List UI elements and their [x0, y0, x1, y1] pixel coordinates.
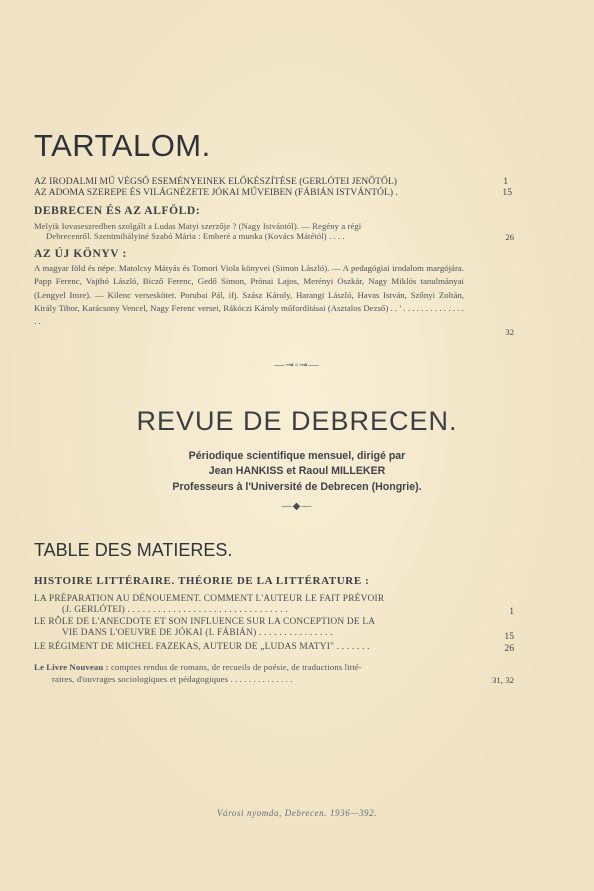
toc-entry-line: VIE DANS L'OEUVRE DE JÓKAI (I. FÁBIÁN) . . . . . . . . . . . . . . .	[62, 628, 333, 638]
section-heading: HISTOIRE LITTÉRAIRE. THÉORIE DE LA LITTÉRATURE :	[34, 575, 370, 587]
table-title: TABLE DES MATIERES.	[34, 540, 233, 560]
journal-subtitle: Périodique scientifique mensuel, dirigé par	[188, 450, 406, 462]
toc-entry-page: 32	[505, 327, 514, 337]
section-heading: DEBRECEN ÉS AZ ALFÖLD:	[34, 205, 201, 217]
toc-entry-line: LE RÔLE DE L'ANECDOTE ET SON INFLUENCE SUR LA CONCEPTION DE LA	[34, 617, 376, 627]
section-text-line: Melyik Iovaseszredben szolgált a Ludas Matyi szerzője ? (Nagy Istvántól). — Regény a régi	[34, 221, 362, 231]
toc-entry-page: 26	[504, 643, 514, 654]
livre-text: comptes rendus de romans, de recueils de poésie, de traductions litté-	[108, 662, 362, 672]
journal-professors: Professeurs à l'Université de Debrecen (Hongrie).	[172, 481, 422, 493]
livre-line	[34, 662, 362, 672]
livre-line: raires, d'ouvrages sociologiques et pédagogiques . . . . . . . . . . . . . .	[52, 674, 293, 684]
toc-entry-page: 15	[502, 187, 512, 198]
toc-entry-page: 31, 32	[492, 675, 514, 685]
journal-title: REVUE DE DEBRECEN.	[136, 406, 458, 436]
toc-entry-line: (J. GERLÓTEI) . . . . . . . . . . . . . . . . . . . . . . . . . . . . . . . .	[62, 605, 288, 615]
section-text-line: Debrecenről. Szentmihályiné Szabó Mária : Emberé a munka (Kovács Mátétól) . . . .	[46, 231, 345, 241]
toc-entry-page: 15	[504, 631, 514, 642]
printer-footer: Városi nyomda, Debrecen. 1936—392.	[216, 808, 378, 818]
divider-ornament: —⊸◦⊸—	[274, 360, 320, 371]
toc-title: TARTALOM.	[34, 128, 211, 163]
toc-entry-page: 26	[505, 232, 514, 242]
section-heading: AZ ÚJ KÖNYV :	[34, 248, 127, 260]
toc-entry-line: LE RÉGIMENT DE MICHEL FAZEKAS, AUTEUR DE „LUDAS MATYI" . . . . . . .	[34, 642, 370, 652]
toc-entry: AZ ADOMA SZEREPE ÉS VILÁGNÉZETE JÓKAI MŰVEIBEN (FÁBIÁN ISTVÁNTÓL) .	[34, 187, 398, 198]
livre-label: Le Livre Nouveau :	[34, 662, 109, 672]
toc-entry: AZ IRODALMI MŰ VÉGSŐ ESEMÉNYEINEK ELŐKÉSZÍTÉSE (GERLÓTEI JENŐTŐL)	[34, 176, 398, 187]
toc-entry-line: LA PRÉPARATION AU DÉNOUEMENT. COMMENT L'AUTEUR LE FAIT PRÉVOIR	[34, 594, 385, 604]
divider-ornament: —◆—	[281, 501, 313, 512]
toc-entry-page: 1	[509, 606, 514, 617]
section-paragraph: A magyar föld és népe. Matolcsy Mátyás és Tomori Viola könyvei (Simon László). — A pedagógiai irodalom margójára. Papp Ferenc, Vajthó László, Bicző Ferenc, Gedő Simon, Prónai Lajos, Merényi Oszkár, Nagy Miklós tanulmányai (Lengyel Imre). — Kilenc verseskötet. Porubai Pál, ifj. Szász Károly, Harangi László, Havas István, Szőnyi Zoltán, Király Tibor, Karácsony Vencel, Nagy Ferenc versei, Rákóczi Károly műfordításai (Asztalos Dezső) . . ' . . . . . . . . . . . . . . . .	[34, 263, 464, 327]
toc-entry-page: 1	[503, 176, 508, 187]
journal-editors: Jean HANKISS et Raoul MILLEKER	[208, 465, 386, 477]
